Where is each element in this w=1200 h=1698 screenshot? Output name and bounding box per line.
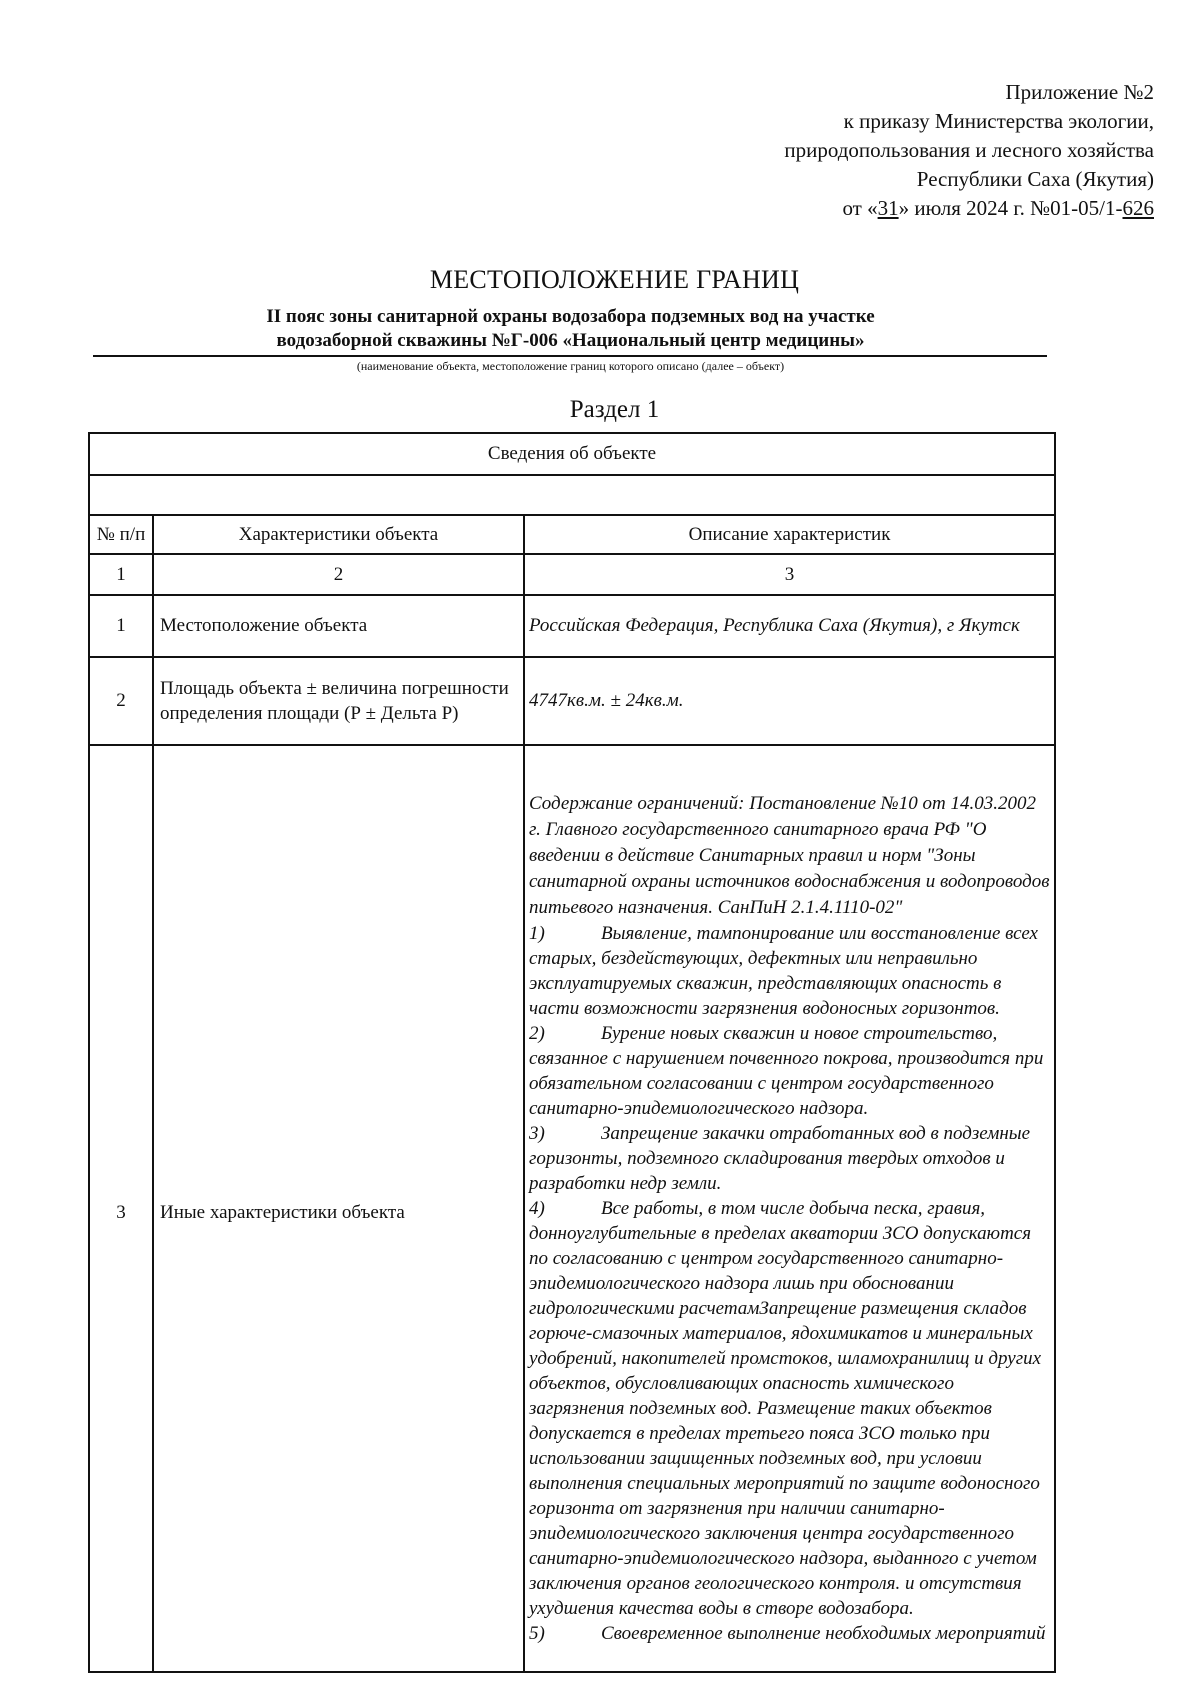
list-item-number: 5) <box>529 1623 545 1644</box>
row-description: Российская Федерация, Республика Саха (Якутия), г Якутск <box>524 595 1055 657</box>
table-empty-row <box>89 475 1055 515</box>
empty-cell <box>89 475 1055 515</box>
row-characteristic: Местоположение объекта <box>153 595 524 657</box>
row-characteristic: Иные характеристики объекта <box>153 745 524 1672</box>
list-item-number: 3) <box>529 1123 545 1144</box>
annex-line: природопользования и лесного хозяйства <box>784 138 1154 162</box>
column-header-number: № п/п <box>89 515 153 554</box>
row-number: 1 <box>89 595 153 657</box>
list-item-number: 4) <box>529 1198 545 1219</box>
annex-line: Приложение №2 <box>1005 80 1154 104</box>
column-index: 3 <box>524 554 1055 595</box>
list-item <box>529 1021 1050 1121</box>
annex-header <box>554 78 1154 223</box>
column-header-description: Описание характеристик <box>524 515 1055 554</box>
row-description <box>524 745 1055 1672</box>
table-heading: Сведения об объекте <box>89 433 1055 475</box>
restrictions-lead: Содержание ограничений: Постановление №10 от 14.03.2002 г. Главного государственного санитарного врача РФ "О введении в действие Санитарных правил и норм "Зоны санитарной охраны источников водоснабжения и водопроводов питьевого назначения. СанПиН 2.1.4.1110-02" <box>529 793 1050 918</box>
object-name-line: водозаборной скважины №Г-006 «Национальный центр медицины» <box>276 330 865 351</box>
list-item-text: Своевременное выполнение необходимых мероприятий <box>601 1623 1046 1644</box>
column-index: 1 <box>89 554 153 595</box>
object-name-caption: (наименование объекта, местоположение границ которого описано (далее – объект) <box>356 359 785 373</box>
annex-date-middle: » июля 2024 г. №01-05/1- <box>898 196 1123 220</box>
table-row <box>89 745 1055 1672</box>
document-title: МЕСТОПОЛОЖЕНИЕ ГРАНИЦ <box>429 265 800 294</box>
row-description: 4747кв.м. ± 24кв.м. <box>524 657 1055 745</box>
list-item-number: 2) <box>529 1023 545 1044</box>
annex-date-line <box>554 194 1154 223</box>
row-characteristic: Площадь объекта ± величина погрешности определения площади (Р ± Дельта Р) <box>153 657 524 745</box>
list-item <box>529 1621 1050 1646</box>
list-item-text: Бурение новых скважин и новое строительство, связанное с нарушением почвенного покрова, производится при обязательном согласовании с центром государственного санитарно-эпидемиологического надзора. <box>529 1023 1044 1119</box>
section-title: Раздел 1 <box>569 396 660 423</box>
list-item-text: Все работы, в том числе добыча песка, гравия, донноуглубительные в пределах акватории ЗСО допускаются по согласованию с центром государственного санитарно-эпидемиологического надзора лишь при обосновании гидрологическими расчетамЗапрещение размещения складов горюче-смазочных материалов, ядохимикатов и минеральных удобрений, накопителей промстоков, шламохранилищ и других объектов, обусловливающих опасность химического загрязнения подземных вод. Размещение таких объектов допускается в пределах третьего пояса ЗСО только при использовании защищенных подземных вод, при условии выполнения специальных мероприятий по защите водоносного горизонта от загрязнения при наличии санитарно-эпидемиологического заключения центра государственного санитарно-эпидемиологического надзора, выданного с учетом заключения органов геологического контроля. и отсутствия ухудшения качества воды в створе водозабора. <box>529 1198 1042 1619</box>
restrictions-list <box>529 921 1050 1646</box>
table-header-row <box>89 515 1055 554</box>
object-info-table <box>88 432 1056 1673</box>
row-number: 2 <box>89 657 153 745</box>
column-header-characteristic: Характеристики объекта <box>153 515 524 554</box>
list-item-text: Запрещение закачки отработанных вод в подземные горизонты, подземного складирования твердых отходов и разработки недр земли. <box>529 1123 1031 1194</box>
table-index-row <box>89 554 1055 595</box>
list-item-number: 1) <box>529 923 545 944</box>
list-item <box>529 921 1050 1021</box>
annex-order-number: 626 <box>1122 196 1154 220</box>
object-name-line: II пояс зоны санитарной охраны водозабора подземных вод на участке <box>266 306 875 327</box>
list-item <box>529 1121 1050 1196</box>
table-row <box>89 657 1055 745</box>
annex-date-day: 31 <box>877 196 899 220</box>
underline-rule <box>93 355 1047 357</box>
table-heading-row <box>89 433 1055 475</box>
annex-date-prefix: от « <box>842 196 878 220</box>
annex-line: Республики Саха (Якутия) <box>916 167 1154 191</box>
table-row <box>89 595 1055 657</box>
annex-line: к приказу Министерства экологии, <box>843 109 1154 133</box>
list-item-text: Выявление, тампонирование или восстановление всех старых, бездействующих, дефектных или неправильно эксплуатируемых скважин, представляющих опасность в части возможности загрязнения водоносных горизонтов. <box>529 923 1038 1019</box>
column-index: 2 <box>153 554 524 595</box>
list-item <box>529 1196 1050 1621</box>
row-number: 3 <box>89 745 153 1672</box>
object-name <box>93 305 1048 353</box>
